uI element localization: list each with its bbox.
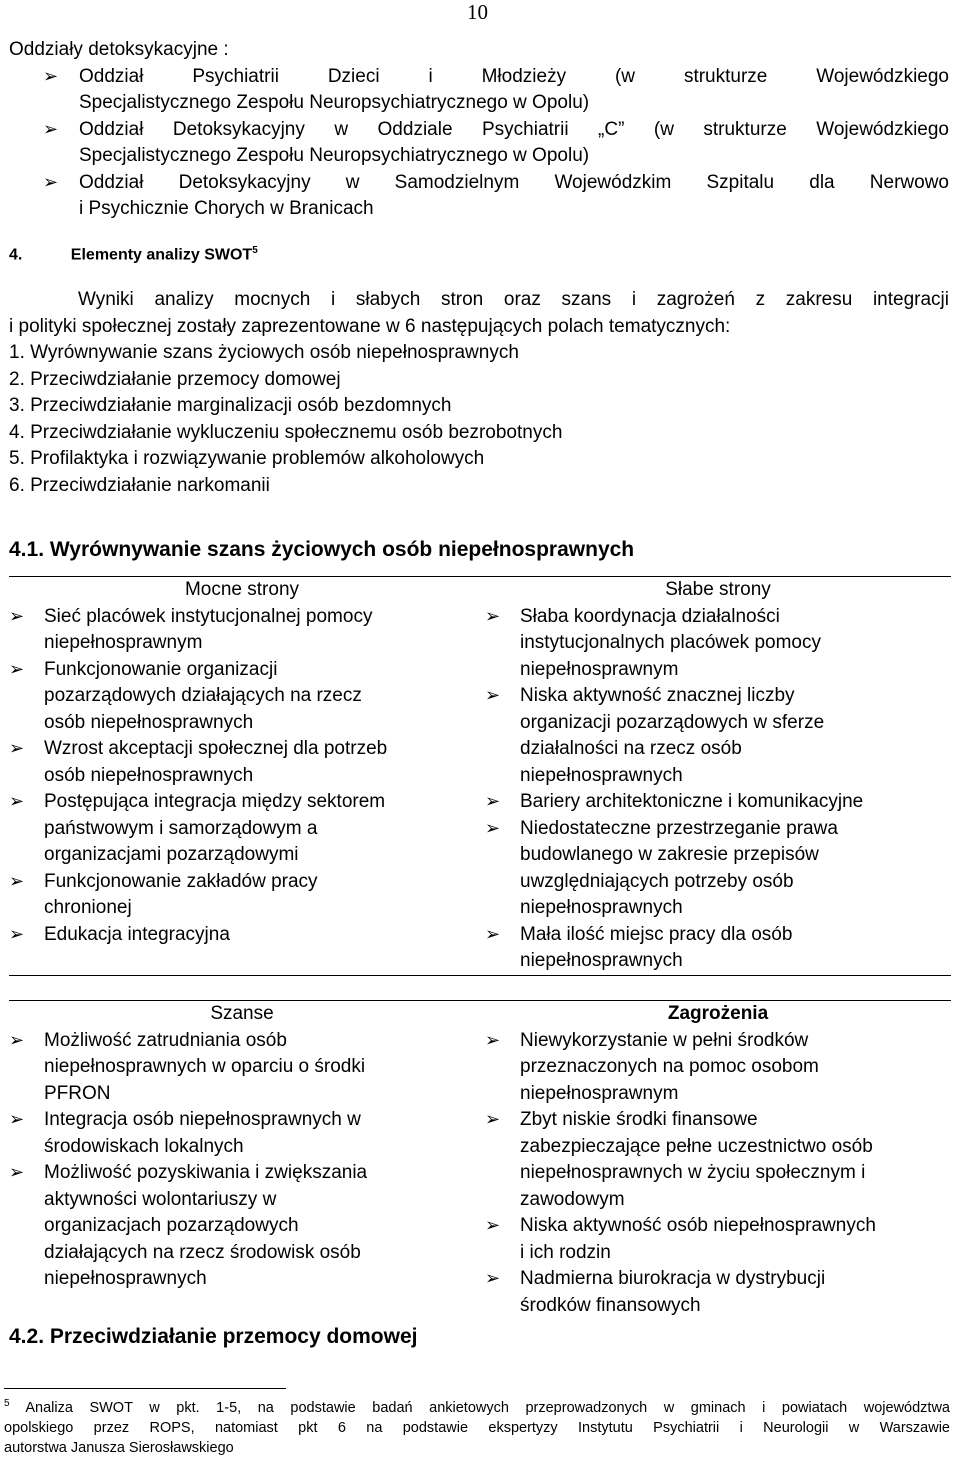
section-4-title: Elementy analizy SWOT (70, 246, 253, 264)
strengths-list (9, 604, 485, 949)
arrow-bullet-icon: ➢ (485, 605, 501, 627)
section-42-heading: 4.2. Przeciwdziałanie przemocy domowej (9, 1325, 418, 1348)
arrow-bullet-icon: ➢ (9, 605, 25, 627)
list-item: ➢ Nadmierna biurokracja w dystrybucji środków finansowych (485, 1268, 826, 1316)
list-item: ➢ Niska aktywność osób niepełnosprawnych i ich rodzin (485, 1215, 876, 1263)
arrow-bullet-icon: ➢ (43, 171, 59, 193)
intro-item-text: Oddział Detoksykacyjny w Oddziale Psychiatrii „C” (w strukturze Wojewódzkiego (79, 118, 949, 140)
strengths-header: Mocne strony (184, 579, 300, 600)
footnote-divider (4, 1388, 286, 1389)
opportunities-header: Szanse (210, 1003, 274, 1024)
arrow-bullet-icon: ➢ (9, 1109, 25, 1130)
list-item: ➢ Mała ilość miejsc pracy dla osób niepełnosprawnych (485, 923, 793, 971)
list-item: ➢ Niedostateczne przestrzeganie prawa budowlanego w zakresie przepisów uwzględniających potrzeby osób niepełnosprawnych (485, 817, 838, 918)
list-item: ➢ Wzrost akceptacji społecznej dla potrzeb osób niepełnosprawnych (9, 738, 388, 786)
arrow-bullet-icon: ➢ (43, 65, 59, 87)
page-number: 10 (467, 0, 488, 24)
section-4-paragraph-line2: i polityki społecznej zostały zaprezentowane w 6 następujących polach tematycznych: (9, 315, 731, 337)
topic-list-item: 6. Przeciwdziałanie narkomanii (9, 474, 270, 496)
section-41-heading: 4.1. Wyrównywanie szans życiowych osób niepełnosprawnych (9, 538, 635, 561)
list-item: ➢ Możliwość zatrudniania osób niepełnosprawnych w oparciu o środki PFRON (9, 1029, 366, 1104)
arrow-bullet-icon: ➢ (485, 685, 501, 706)
intro-item-2-line2: Specjalistycznego Zespołu Neuropsychiatrycznego w Opolu) (79, 145, 590, 166)
intro-item-1-line1 (9, 64, 949, 91)
list-item: ➢ Słaba koordynacja działalności instytucjonalnych placówek pomocy niepełnosprawnym (485, 605, 821, 680)
footnote (4, 1394, 950, 1458)
arrow-bullet-icon: ➢ (9, 1162, 25, 1183)
threats-header: Zagrożenia (667, 1003, 769, 1024)
arrow-bullet-icon: ➢ (43, 118, 59, 140)
arrow-bullet-icon: ➢ (9, 738, 25, 759)
topic-list-item: 4. Przeciwdziałanie wykluczeniu społecznemu osób bezrobotnych (9, 421, 563, 443)
arrow-bullet-icon: ➢ (485, 1109, 501, 1130)
threats-list (485, 1028, 951, 1320)
intro-item-3-line2: i Psychicznie Chorych w Branicach (79, 198, 374, 219)
arrow-bullet-icon: ➢ (9, 658, 25, 680)
swot-strengths-weaknesses (9, 576, 951, 976)
section-4-body (9, 287, 949, 499)
intro-list (9, 64, 949, 223)
section-4-number: 4. (9, 246, 23, 264)
arrow-bullet-icon: ➢ (485, 791, 501, 812)
list-item: ➢ Sieć placówek instytucjonalnej pomocy niepełnosprawnym (9, 605, 373, 653)
intro-item-1-line2: Specjalistycznego Zespołu Neuropsychiatrycznego w Opolu) (79, 92, 590, 113)
list-item: ➢ Bariery architektoniczne i komunikacyjne (485, 789, 951, 816)
arrow-bullet-icon: ➢ (9, 791, 25, 812)
list-item: ➢ Integracja osób niepełnosprawnych w środowiskach lokalnych (9, 1109, 361, 1157)
arrow-bullet-icon: ➢ (9, 1029, 25, 1051)
arrow-bullet-icon: ➢ (9, 923, 25, 945)
arrow-bullet-icon: ➢ (485, 817, 501, 839)
topic-list-item: 5. Profilaktyka i rozwiązywanie problemów alkoholowych (9, 448, 485, 469)
footnote-line1: Analiza SWOT w pkt. 1-5, na podstawie badań ankietowych przeprowadzonych w gminach i powiatach województwa (25, 1399, 950, 1416)
list-item: ➢ Niska aktywność znacznej liczby organizacji pozarządowych w sferze działalności na rzecz osób niepełnosprawnych (485, 685, 825, 786)
section-4-paragraph-line1: Wyniki analizy mocnych i słabych stron oraz szans i zagrożeń z zakresu integracji (78, 289, 949, 310)
arrow-bullet-icon: ➢ (485, 1215, 501, 1236)
opportunities-column (9, 1001, 485, 1320)
opportunities-list (9, 1028, 485, 1293)
topic-list-item: 3. Przeciwdziałanie marginalizacji osób bezdomnych (9, 395, 452, 416)
weaknesses-header: Słabe strony (665, 579, 771, 600)
list-item: ➢ Funkcjonowanie organizacji pozarządowych działających na rzecz osób niepełnosprawnych (9, 658, 362, 733)
list-item: ➢ Postępująca integracja między sektorem państwowym i samorządowym a organizacjami pozarządowymi (9, 791, 386, 865)
arrow-bullet-icon: ➢ (9, 870, 25, 892)
list-item: ➢ Zbyt niskie środki finansowe zabezpieczające pełne uczestnictwo osób niepełnosprawnych w życiu społecznym i zawodowym (485, 1109, 873, 1210)
intro-item-text: Oddział Detoksykacyjny w Samodzielnym Wojewódzkim Szpitalu dla Nerwowo (79, 171, 949, 193)
strengths-column (9, 577, 485, 976)
footnote-marker: 5 (4, 1398, 10, 1409)
topic-list-item: 2. Przeciwdziałanie przemocy domowej (9, 368, 341, 390)
list-item: ➢ Edukacja integracyjna (9, 922, 485, 949)
footnote-ref[interactable]: 5 (252, 245, 258, 256)
threats-column (485, 1001, 951, 1320)
swot-opportunities-threats (9, 1000, 951, 1319)
intro-item-3-line1 (9, 170, 949, 197)
arrow-bullet-icon: ➢ (485, 1268, 501, 1289)
footnote-line2: opolskiego przez ROPS, natomiast pkt 6 na podstawie ekspertyzy Instytutu Psychiatrii i Neurologii w Warszawie (4, 1419, 950, 1436)
intro-section (9, 37, 949, 223)
arrow-bullet-icon: ➢ (485, 1029, 501, 1051)
intro-item-2-line1 (9, 117, 949, 144)
section-4-heading (9, 245, 258, 264)
footnote-line3: autorstwa Janusza Sierosławskiego (4, 1439, 234, 1456)
topic-list-item: 1. Wyrównywanie szans życiowych osób niepełnosprawnych (9, 342, 519, 363)
list-item: ➢ Możliwość pozyskiwania i zwiększania aktywności wolontariuszy w organizacjach pozarządowych działających na rzecz środowisk osób niepełnosprawnych (9, 1162, 368, 1289)
intro-heading: Oddziały detoksykacyjne : (9, 39, 229, 60)
arrow-bullet-icon: ➢ (485, 923, 501, 945)
list-item: ➢ Niewykorzystanie w pełni środków przeznaczonych na pomoc osobom niepełnosprawnym (485, 1029, 819, 1104)
weaknesses-list (485, 604, 951, 975)
list-item: ➢ Funkcjonowanie zakładów pracy chronionej (9, 870, 318, 918)
intro-item-text: Oddział Psychiatrii Dzieci i Młodzieży (w strukturze Wojewódzkiego (79, 65, 949, 87)
weaknesses-column (485, 577, 951, 976)
